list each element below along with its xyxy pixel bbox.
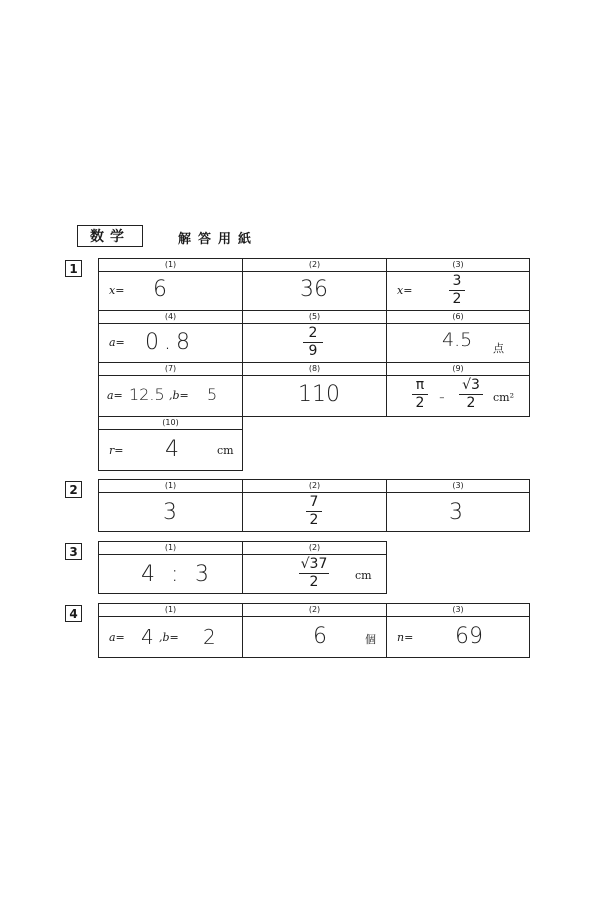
q4-3-prefix: n= — [397, 631, 414, 644]
q2-2-numerator: 7 — [309, 494, 319, 510]
question-1-number: 1 — [65, 260, 82, 277]
q1-10-answer: 4 — [165, 437, 179, 462]
q4-2-unit: 個 — [365, 633, 376, 646]
q1-1-cell — [98, 258, 243, 311]
q2-1-label: (1) — [99, 480, 242, 493]
q2-1-cell — [98, 479, 243, 532]
q1-9-unit: cm² — [493, 391, 515, 404]
q1-7-cell — [98, 362, 243, 417]
q1-9-cell — [386, 362, 530, 417]
q1-6-cell — [386, 310, 530, 363]
q1-8-cell — [242, 362, 387, 417]
q1-3-numerator: 3 — [452, 273, 462, 289]
q4-1-b-prefix: ,b= — [159, 631, 179, 644]
q1-9-fraction-1 — [412, 378, 428, 411]
q1-4-label: (4) — [99, 311, 242, 324]
q1-8-label: (8) — [243, 363, 386, 376]
q4-3-cell — [386, 603, 530, 658]
q3-1-cell — [98, 541, 243, 594]
q2-3-label: (3) — [387, 480, 529, 493]
q4-3-answer: 69 — [455, 624, 483, 649]
q1-2-answer: 36 — [300, 277, 328, 302]
q1-9-numerator-1: π — [415, 377, 425, 393]
question-2-number: 2 — [65, 481, 82, 498]
q4-1-a-value: 4 — [141, 625, 154, 649]
question-3-number: 3 — [65, 543, 82, 560]
q1-8-answer: 110 — [298, 382, 340, 407]
q1-7-a-value: 12.5 — [129, 385, 165, 404]
q1-4-prefix: a= — [109, 336, 125, 349]
q2-3-answer: 3 — [449, 500, 463, 525]
q3-2-numerator: √37 — [300, 556, 328, 572]
q1-5-numerator: 2 — [308, 325, 318, 341]
q4-2-answer: 6 — [313, 624, 327, 649]
q1-7-label: (7) — [99, 363, 242, 376]
q3-2-fraction — [299, 557, 329, 590]
q1-9-operator: - — [439, 387, 445, 406]
q3-2-cell — [242, 541, 387, 594]
q1-10-cell — [98, 416, 243, 471]
q1-2-label: (2) — [243, 259, 386, 272]
q1-9-denominator-2: 2 — [466, 395, 476, 411]
q4-1-a-prefix: a= — [109, 631, 125, 644]
q3-2-denominator: 2 — [309, 574, 319, 590]
q1-5-denominator: 9 — [308, 343, 318, 359]
q4-3-label: (3) — [387, 604, 529, 617]
q1-6-unit: 点 — [493, 342, 504, 355]
q1-10-label: (10) — [99, 417, 242, 430]
q4-1-label: (1) — [99, 604, 242, 617]
q3-2-label: (2) — [243, 542, 386, 555]
q1-9-fraction-2 — [459, 378, 483, 411]
q2-3-cell — [386, 479, 530, 532]
q2-1-answer: 3 — [163, 500, 177, 525]
q1-3-fraction — [449, 274, 465, 307]
q1-4-cell — [98, 310, 243, 363]
subject-label: 数学 — [77, 225, 143, 247]
q4-2-cell — [242, 603, 387, 658]
q1-6-label: (6) — [387, 311, 529, 324]
q1-5-fraction — [303, 326, 323, 359]
q1-3-prefix: x= — [397, 284, 413, 297]
q3-1-separator: : — [171, 562, 179, 587]
q1-1-answer: 6 — [153, 277, 167, 302]
question-4-number: 4 — [65, 605, 82, 622]
q1-3-cell — [386, 258, 530, 311]
q3-2-unit: cm — [355, 569, 372, 582]
q1-7-b-value: 5 — [207, 385, 218, 404]
q3-1-right: 3 — [195, 562, 209, 587]
q1-2-cell — [242, 258, 387, 311]
q1-3-denominator: 2 — [452, 291, 462, 307]
q1-7-b-prefix: ,b= — [169, 389, 189, 402]
q3-1-left: 4 — [141, 562, 155, 587]
q1-1-label: (1) — [99, 259, 242, 272]
q1-9-label: (9) — [387, 363, 529, 376]
q1-9-denominator-1: 2 — [415, 395, 425, 411]
q1-9-numerator-2: √3 — [462, 377, 480, 393]
q1-3-label: (3) — [387, 259, 529, 272]
q4-1-b-value: 2 — [203, 625, 216, 649]
q1-5-label: (5) — [243, 311, 386, 324]
q2-2-fraction — [306, 495, 322, 528]
q1-10-prefix: r= — [109, 444, 124, 457]
q3-1-label: (1) — [99, 542, 242, 555]
q2-2-denominator: 2 — [309, 512, 319, 528]
q1-10-unit: cm — [217, 444, 234, 457]
q1-1-prefix: x= — [109, 284, 125, 297]
q4-1-cell — [98, 603, 243, 658]
q1-5-cell — [242, 310, 387, 363]
q2-2-label: (2) — [243, 480, 386, 493]
sheet-title: 解答用紙 — [178, 232, 259, 247]
q1-6-answer: 4.5 — [442, 329, 473, 351]
q4-2-label: (2) — [243, 604, 386, 617]
q1-7-a-prefix: a= — [107, 389, 123, 402]
q1-4-answer: 0.8 — [145, 330, 195, 355]
q2-2-cell — [242, 479, 387, 532]
